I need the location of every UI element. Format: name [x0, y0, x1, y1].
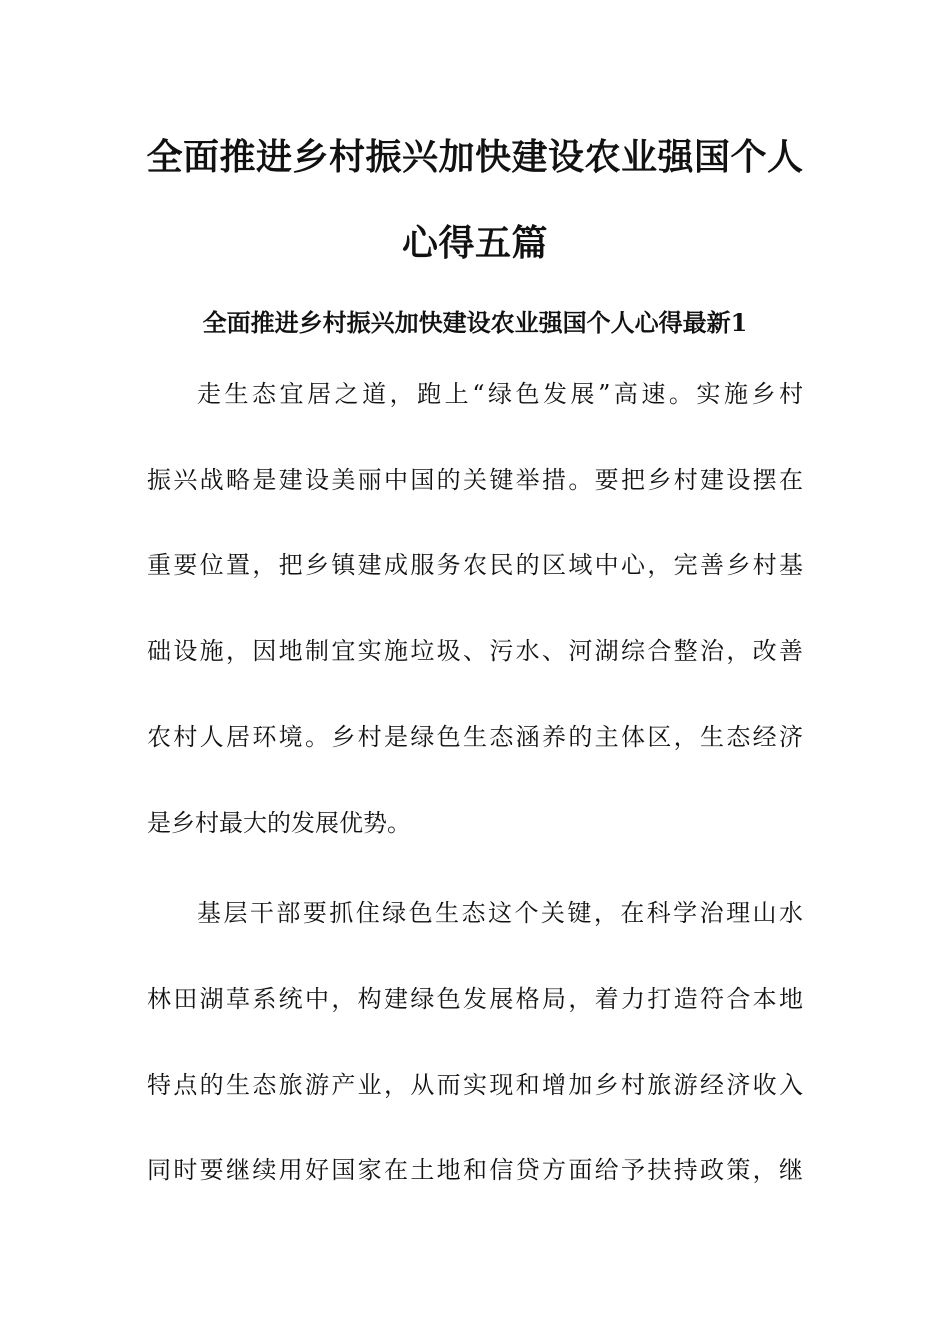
paragraph-1-line-4: 础设施，因地制宜实施垃圾、污水、河湖综合整治，改善 — [147, 637, 803, 665]
paragraph-1-line-5: 农村人居环境。乡村是绿色生态涵养的主体区，生态经济 — [147, 723, 803, 751]
section-heading: 全面推进乡村振兴加快建设农业强国个人心得最新1 — [202, 308, 748, 337]
document-title-line-2: 心得五篇 — [401, 223, 548, 264]
paragraph-1-line-2: 振兴战略是建设美丽中国的关键举措。要把乡村建设摆在 — [147, 466, 803, 494]
paragraph-2-line-1: 基层干部要抓住绿色生态这个关键，在科学治理山水 — [197, 899, 803, 927]
document-title-line-1: 全面推进乡村振兴加快建设农业强国个人 — [146, 137, 804, 178]
paragraph-2-line-4: 同时要继续用好国家在土地和信贷方面给予扶持政策，继 — [147, 1156, 803, 1184]
paragraph-1-line-6: 是乡村最大的发展优势。 — [147, 809, 411, 837]
paragraph-1-line-3: 重要位置，把乡镇建成服务农民的区域中心，完善乡村基 — [147, 551, 803, 579]
paragraph-1-line-1: 走生态宜居之道，跑上“绿色发展”高速。实施乡村 — [197, 380, 803, 408]
paragraph-2-line-2: 林田湖草系统中，构建绿色发展格局，着力打造符合本地 — [147, 985, 803, 1013]
paragraph-2-line-3: 特点的生态旅游产业，从而实现和增加乡村旅游经济收入 — [147, 1071, 803, 1099]
